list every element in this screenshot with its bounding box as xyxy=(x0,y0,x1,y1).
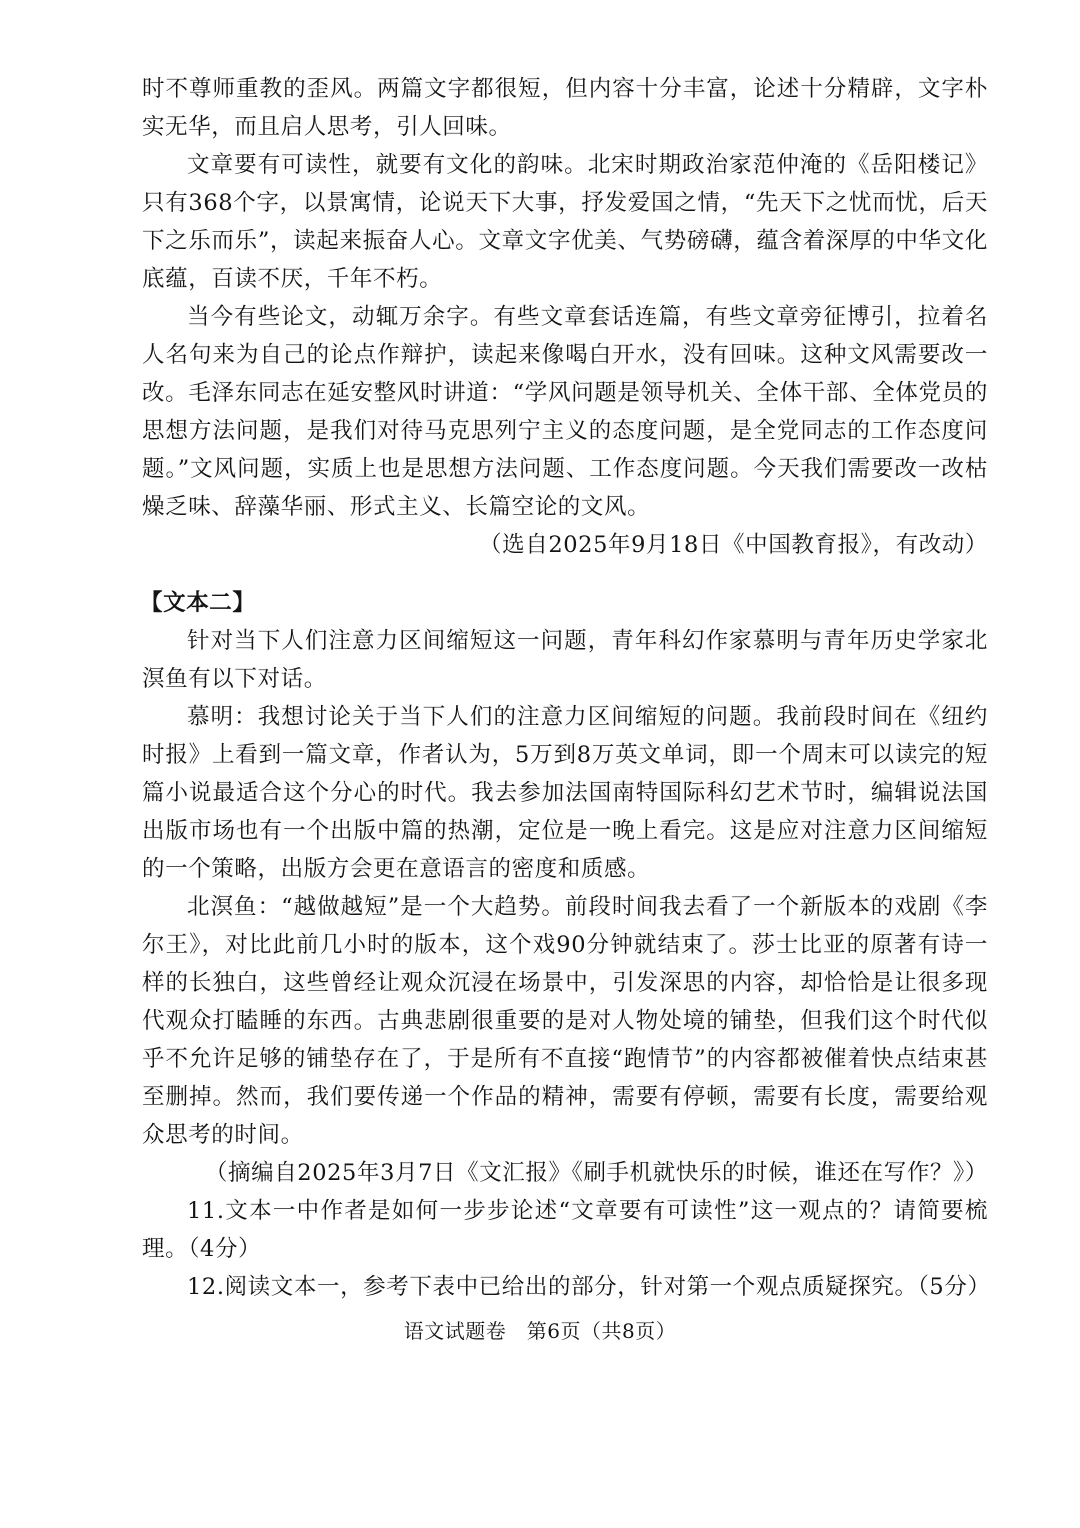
text1-source-citation: （选自2025年9月18日《中国教育报》，有改动） xyxy=(479,532,988,558)
question-11: 11.文本一中作者是如何一步步论述“文章要有可读性”这一观点的？请简要梳理。（4分） xyxy=(142,1198,988,1262)
text2-source-citation: （摘编自2025年3月7日《文汇报》《刷手机就快乐的时候，谁还在写作？》） xyxy=(204,1160,988,1186)
text1-paragraph-readability: 文章要有可读性，就要有文化的韵味。北宋时期政治家范仲淹的《岳阳楼记》只有368个字，以景寓情，论说天下大事，抒发爱国之情，“先天下之忧而忧，后天下之乐而乐”，读起来振奋人心。文章文字优美、气势磅礴，蕴含着深厚的中华文化底蕴，百读不厌，千年不朽。 xyxy=(142,152,988,292)
text2-muming-paragraph: 慕明：我想讨论关于当下人们的注意力区间缩短的问题。我前段时间在《纽约时报》上看到一篇文章，作者认为，5万到8万英文单词，即一个周末可以读完的短篇小说最适合这个分心的时代。我去参加法国南特国际科幻艺术节时，编辑说法国出版市场也有一个出版中篇的热潮，定位是一晚上看完。这是应对注意力区间缩短的一个策略，出版方会更在意语言的密度和质感。 xyxy=(142,704,988,882)
text2-heading: 【文本二】 xyxy=(140,590,256,616)
question-12: 12.阅读文本一，参考下表中已给出的部分，针对第一个观点质疑探究。（5分） xyxy=(187,1274,991,1300)
text2-beimingyu-paragraph: 北溟鱼：“越做越短”是一个大趋势。前段时间我去看了一个新版本的戏剧《李尔王》，对比此前几小时的版本，这个戏90分钟就结束了。莎士比亚的原著有诗一样的长独白，这些曾经让观众沉浸在场景中，引发深思的内容，却恰恰是让很多现代观众打瞌睡的东西。古典悲剧很重要的是对人物处境的铺垫，但我们这个时代似乎不允许足够的铺垫存在了，于是所有不直接“跑情节”的内容都被催着快点结束甚至删掉。然而，我们要传递一个作品的精神，需要有停顿，需要有长度，需要给观众思考的时间。 xyxy=(142,894,988,1148)
text1-continuation-paragraph: 时不尊师重教的歪风。两篇文字都很短，但内容十分丰富，论述十分精辟，文字朴实无华，而且启人思考，引人回味。 xyxy=(142,76,988,140)
text2-body xyxy=(142,622,991,1306)
page-footer: 语文试题卷 第6页（共8页） xyxy=(403,1319,677,1343)
text2-intro-paragraph: 针对当下人们注意力区间缩短这一问题，青年科幻作家慕明与青年历史学家北溟鱼有以下对话。 xyxy=(142,628,988,692)
text1-body xyxy=(142,70,988,564)
text1-paragraph-writing-style: 当今有些论文，动辄万余字。有些文章套话连篇，有些文章旁征博引，拉着名人名句来为自己的论点作辩护，读起来像喝白开水，没有回味。这种文风需要改一改。毛泽东同志在延安整风时讲道：“学风问题是领导机关、全体干部、全体党员的思想方法问题，是我们对待马克思列宁主义的态度问题，是全党同志的工作态度问题。”文风问题，实质上也是思想方法问题、工作态度问题。今天我们需要改一改枯燥乏味、辞藻华丽、形式主义、长篇空论的文风。 xyxy=(142,304,988,520)
